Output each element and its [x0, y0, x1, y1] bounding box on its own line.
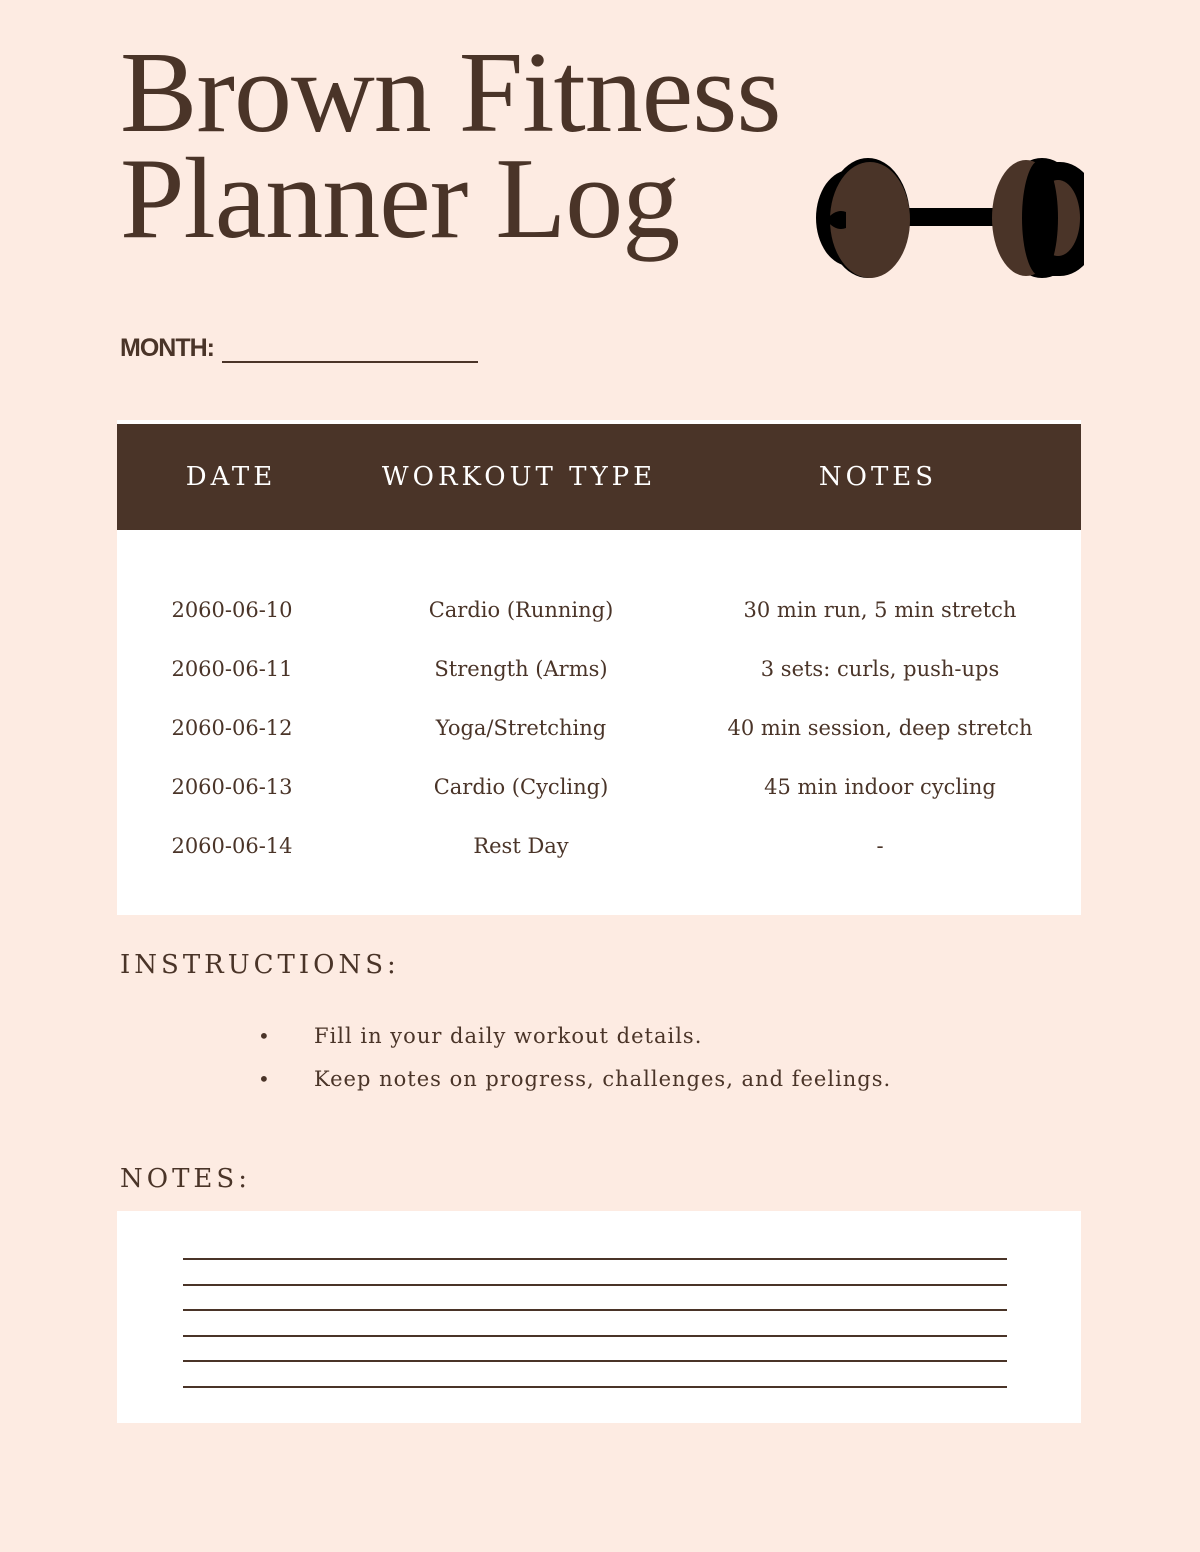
- note-line: [183, 1386, 1007, 1388]
- bullet-icon: •: [258, 1023, 271, 1048]
- month-field: [120, 334, 478, 363]
- month-input-line[interactable]: [222, 337, 478, 363]
- header-workout-type: WORKOUT TYPE: [381, 462, 657, 492]
- instructions-list: [258, 1014, 891, 1100]
- cell-notes: 45 min indoor cycling: [764, 774, 996, 799]
- title-line-2: Planner Log: [120, 135, 680, 263]
- cell-date: 2060-06-10: [171, 597, 293, 622]
- cell-notes: 40 min session, deep stretch: [727, 715, 1033, 740]
- table-header: [117, 424, 1081, 530]
- table-row: [117, 757, 1081, 816]
- cell-workout-type: Strength (Arms): [434, 656, 608, 681]
- cell-workout-type: Cardio (Cycling): [433, 774, 609, 799]
- cell-notes: -: [876, 833, 884, 858]
- title-line-1: Brown Fitness: [120, 29, 781, 157]
- notes-heading: NOTES:: [120, 1164, 251, 1194]
- table-row: [117, 816, 1081, 875]
- instruction-text: Fill in your daily workout details.: [314, 1023, 703, 1048]
- cell-workout-type: Cardio (Running): [428, 597, 614, 622]
- note-line: [183, 1284, 1007, 1286]
- page-title: [120, 29, 781, 263]
- list-item: [258, 1014, 891, 1057]
- note-line: [183, 1309, 1007, 1311]
- header-date: DATE: [185, 462, 277, 492]
- cell-date: 2060-06-14: [171, 833, 293, 858]
- table-row: [117, 698, 1081, 757]
- table-row: [117, 639, 1081, 698]
- notes-area[interactable]: [117, 1211, 1081, 1423]
- list-item: [258, 1057, 891, 1100]
- cell-date: 2060-06-11: [171, 656, 293, 681]
- cell-workout-type: Yoga/Stretching: [435, 715, 607, 740]
- workout-log-table: [117, 420, 1081, 915]
- cell-date: 2060-06-13: [171, 774, 293, 799]
- month-label: MONTH:: [120, 334, 214, 362]
- header-notes: NOTES: [818, 462, 938, 492]
- note-line: [183, 1258, 1007, 1260]
- cell-notes: 3 sets: curls, push-ups: [760, 656, 1000, 681]
- note-line: [183, 1335, 1007, 1337]
- cell-date: 2060-06-12: [171, 715, 293, 740]
- dumbbell-icon: [808, 156, 1084, 284]
- table-body: [117, 530, 1081, 875]
- cell-workout-type: Rest Day: [473, 833, 569, 858]
- table-row: [117, 580, 1081, 639]
- bullet-icon: •: [258, 1066, 271, 1091]
- note-line: [183, 1360, 1007, 1362]
- instruction-text: Keep notes on progress, challenges, and feelings.: [314, 1066, 892, 1091]
- instructions-heading: INSTRUCTIONS:: [120, 950, 400, 980]
- cell-notes: 30 min run, 5 min stretch: [743, 597, 1017, 622]
